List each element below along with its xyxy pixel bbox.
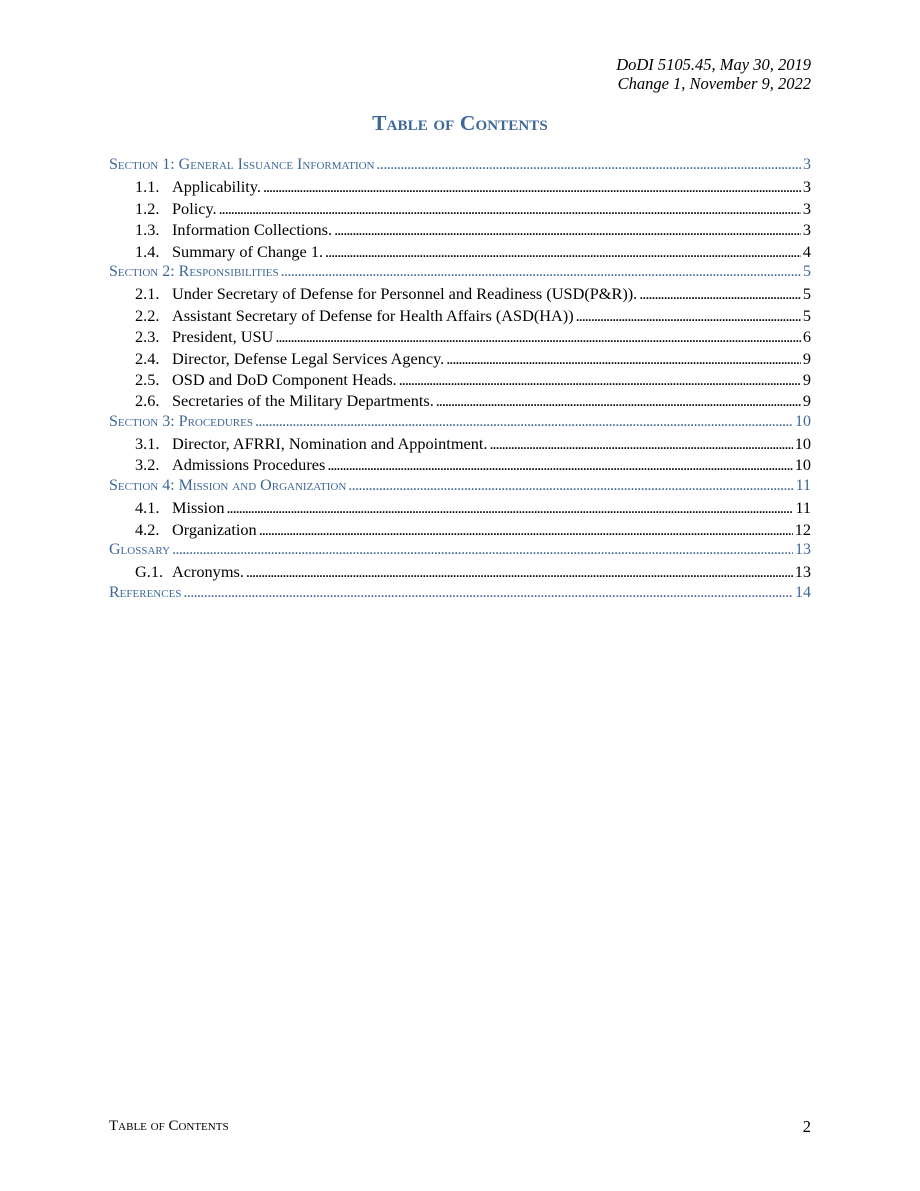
- toc-entry-label: Under Secretary of Defense for Personnel and Readiness (USD(P&R)).: [172, 284, 638, 304]
- toc-page-number: 10: [795, 412, 811, 430]
- toc-page-number: 9: [802, 369, 811, 389]
- toc-page-number: 3: [802, 177, 811, 197]
- toc-entry-link[interactable]: [109, 327, 811, 348]
- toc-page-number: 12: [794, 519, 811, 539]
- toc-entry-label: Organization: [172, 519, 257, 539]
- footer-page-number: 2: [802, 1117, 811, 1136]
- dot-leader: [436, 391, 801, 411]
- toc-entry-label: OSD and DoD Component Heads.: [172, 369, 397, 389]
- toc-page-number: 13: [795, 541, 811, 559]
- toc-entry-label: Applicability.: [172, 177, 261, 197]
- dot-leader: [399, 370, 801, 390]
- toc-page-number: 5: [802, 305, 811, 325]
- dot-leader: [327, 455, 792, 475]
- toc-page-number: 5: [803, 262, 811, 280]
- document-header: [411, 55, 811, 93]
- toc-entry-number: 2.5.: [135, 369, 160, 389]
- toc-entry-number: G.1.: [135, 562, 164, 582]
- toc-page-number: 13: [794, 562, 811, 582]
- toc-entry-number: 1.1.: [135, 177, 160, 197]
- dot-leader: [348, 477, 793, 495]
- toc-page-number: 10: [794, 455, 811, 475]
- toc-entry-number: 3.1.: [135, 434, 160, 454]
- toc-page-number: 3: [802, 220, 811, 240]
- toc-entry-link[interactable]: [109, 520, 811, 541]
- toc-entry-label: Secretaries of the Military Departments.: [172, 391, 434, 411]
- dot-leader: [183, 584, 793, 602]
- toc-section-label: References: [109, 583, 182, 601]
- toc-entry-number: 2.3.: [135, 327, 160, 347]
- toc-entry-label: Acronyms.: [172, 562, 244, 582]
- toc-entry-number: 4.1.: [135, 498, 160, 518]
- toc-page-number: 11: [795, 498, 811, 518]
- toc-entry-number: 4.2.: [135, 519, 160, 539]
- toc-entry-number: 2.2.: [135, 305, 160, 325]
- toc-entry-number: 1.4.: [135, 241, 160, 261]
- table-of-contents: [109, 156, 811, 605]
- toc-entry-label: Director, AFRRI, Nomination and Appointment.: [172, 434, 488, 454]
- toc-section-link[interactable]: [109, 263, 811, 284]
- toc-entry-link[interactable]: [109, 455, 811, 476]
- toc-entry-link[interactable]: [109, 391, 811, 412]
- toc-entry-label: Assistant Secretary of Defense for Health Affairs (ASD(HA)): [172, 305, 574, 325]
- toc-entry-link[interactable]: [109, 434, 811, 455]
- toc-entry-link[interactable]: [109, 199, 811, 220]
- toc-page-number: 3: [802, 198, 811, 218]
- toc-entry-label: President, USU: [172, 327, 274, 347]
- toc-entry-label: Information Collections.: [172, 220, 333, 240]
- dot-leader: [377, 156, 801, 174]
- toc-page-number: 3: [803, 156, 811, 173]
- dot-leader: [172, 541, 793, 559]
- dot-leader: [639, 284, 801, 304]
- toc-entry-link[interactable]: [109, 220, 811, 241]
- dot-leader: [226, 498, 793, 518]
- toc-page-number: 14: [795, 583, 811, 601]
- toc-page-number: 5: [802, 284, 811, 304]
- dot-leader: [255, 413, 793, 431]
- footer-section-title: Table of Contents: [109, 1118, 229, 1134]
- dot-leader: [325, 242, 801, 262]
- toc-page-number: 6: [802, 327, 811, 347]
- dot-leader: [246, 562, 793, 582]
- toc-section-link[interactable]: [109, 541, 811, 562]
- toc-section-label: Section 2: Responsibilities: [109, 262, 279, 280]
- dot-leader: [576, 306, 801, 326]
- dot-leader: [281, 263, 801, 281]
- toc-page-number: 9: [802, 348, 811, 368]
- header-change: Change 1, November 9, 2022: [617, 74, 811, 93]
- dot-leader: [219, 199, 801, 219]
- toc-entry-link[interactable]: [109, 370, 811, 391]
- header-doc-id: DoDI 5105.45, May 30, 2019: [616, 55, 811, 74]
- toc-entry-label: Summary of Change 1.: [172, 241, 324, 261]
- toc-entry-number: 1.2.: [135, 198, 160, 218]
- toc-page-number: 9: [802, 391, 811, 411]
- toc-section-link[interactable]: [109, 413, 811, 434]
- dot-leader: [489, 434, 792, 454]
- toc-entry-label: Mission: [172, 498, 225, 518]
- dot-leader: [334, 220, 801, 240]
- toc-section-label: Section 3: Procedures: [109, 412, 253, 430]
- toc-entry-label: Policy.: [172, 198, 217, 218]
- toc-entry-link[interactable]: [109, 349, 811, 370]
- toc-entry-number: 1.3.: [135, 220, 160, 240]
- toc-page-number: 4: [802, 241, 811, 261]
- dot-leader: [259, 520, 793, 540]
- toc-page-number: 11: [795, 476, 811, 494]
- toc-entry-link[interactable]: [109, 284, 811, 305]
- toc-section-label: Glossary: [109, 541, 171, 559]
- toc-entry-link[interactable]: [109, 242, 811, 263]
- toc-section-link[interactable]: [109, 584, 811, 605]
- toc-entry-number: 3.2.: [135, 455, 160, 475]
- toc-entry-number: 2.4.: [135, 348, 160, 368]
- toc-entry-number: 2.1.: [135, 284, 160, 304]
- dot-leader: [446, 349, 801, 369]
- toc-page-number: 10: [794, 434, 811, 454]
- toc-entry-number: 2.6.: [135, 391, 160, 411]
- toc-entry-link[interactable]: [109, 177, 811, 198]
- toc-entry-link[interactable]: [109, 562, 811, 583]
- toc-section-link[interactable]: [109, 477, 811, 498]
- dot-leader: [263, 177, 801, 197]
- toc-section-link[interactable]: [109, 156, 811, 177]
- toc-section-label: Section 4: Mission and Organization: [109, 476, 347, 494]
- toc-entry-label: Director, Defense Legal Services Agency.: [172, 348, 445, 368]
- dot-leader: [275, 327, 801, 347]
- toc-section-label: Section 1: General Issuance Information: [109, 156, 375, 173]
- toc-entry-label: Admissions Procedures: [172, 455, 326, 475]
- toc-entry-link[interactable]: [109, 498, 811, 519]
- page-title: Table of Contents: [372, 111, 548, 135]
- toc-entry-link[interactable]: [109, 306, 811, 327]
